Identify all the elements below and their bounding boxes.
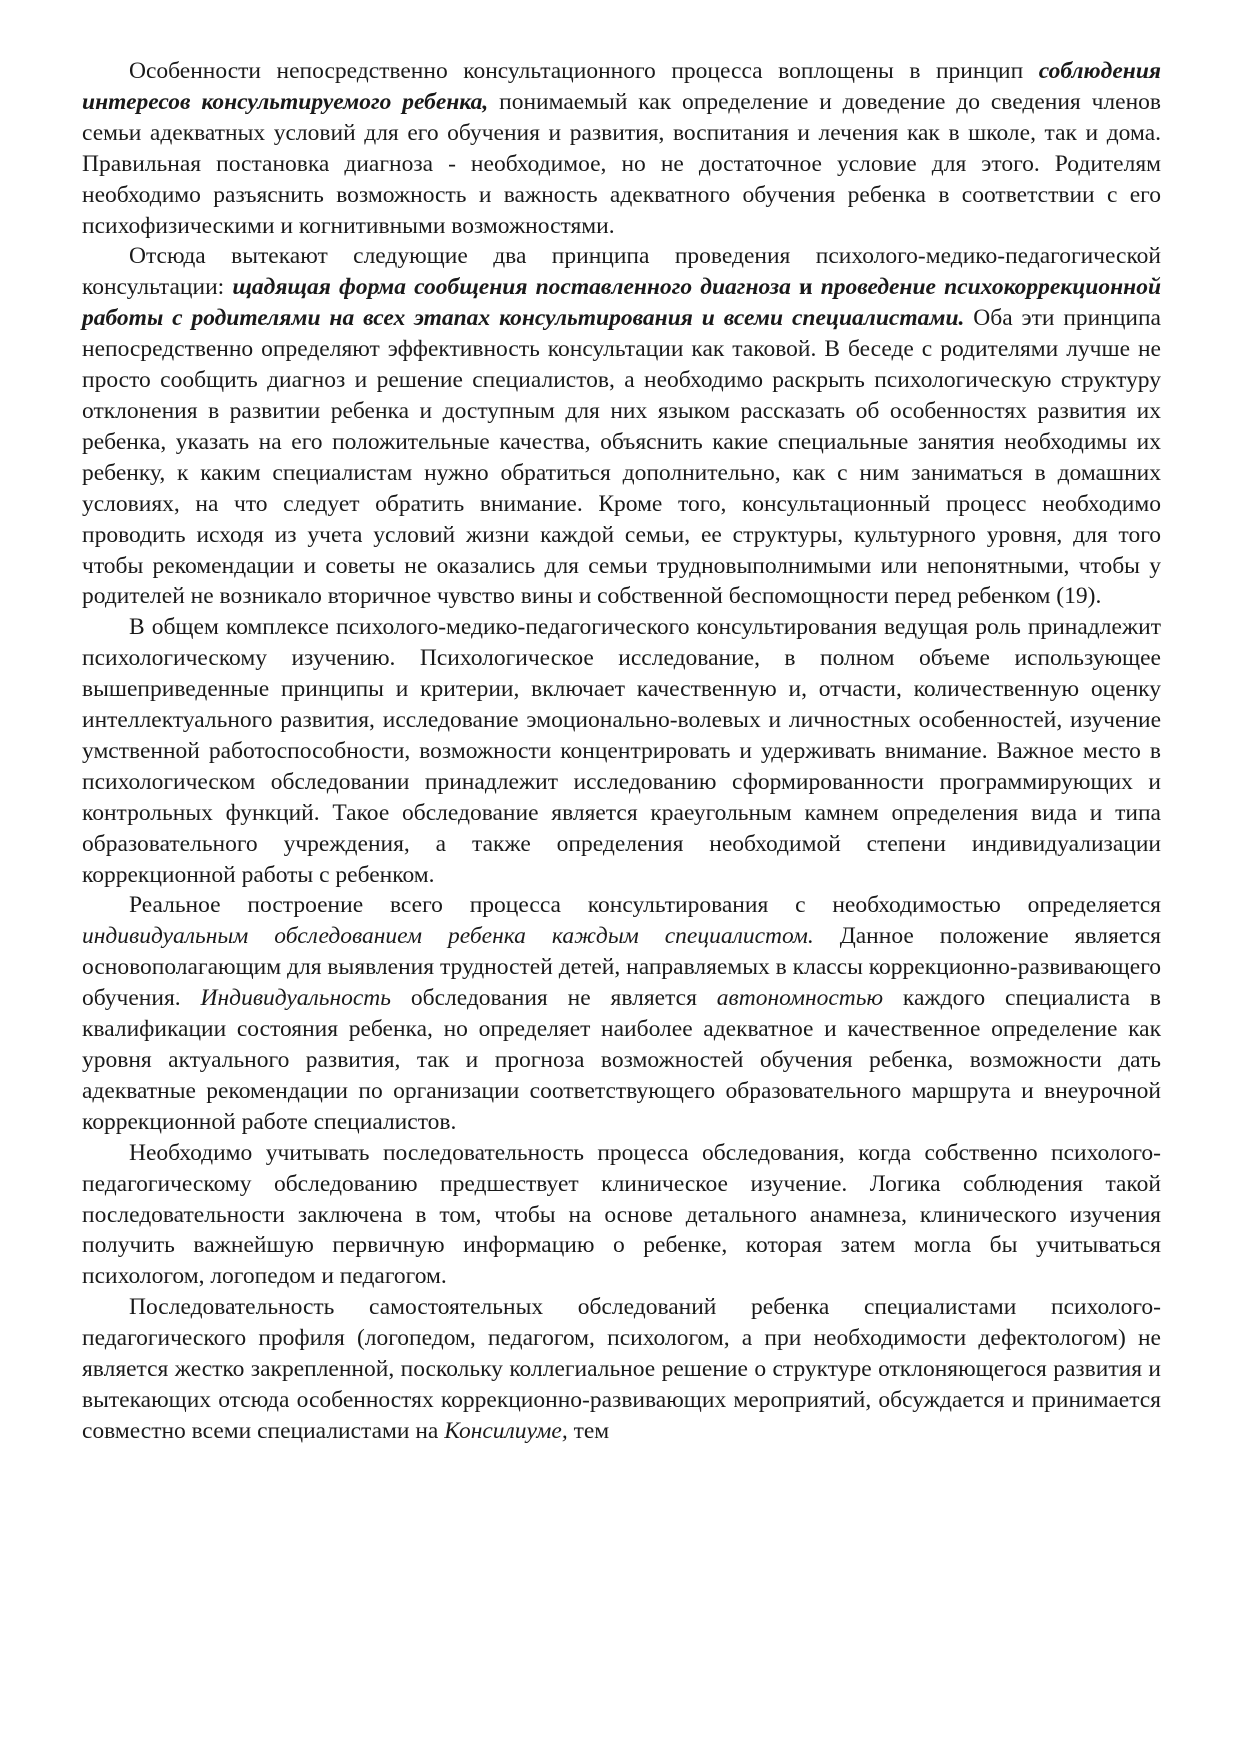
paragraph-4-text-e: обследования не является <box>390 985 717 1012</box>
paragraph-2-conjunction: и <box>790 274 821 301</box>
paragraph-4-text-g: каждого специалиста в квалификации состояния ребенка, но определяет наиболее адекватное и качественное определение как уровня актуального развития, так и прогноза возможностей обучения ребенка, возможности дать адекватные рекомендации по организации соответствующего образовательного маршрута и внеурочной коррекционной работе специалистов. <box>82 985 1161 1135</box>
paragraph-6-emphasis: Консилиуме, <box>444 1417 568 1444</box>
paragraph-1-emphasis: соблюдения интересов консультируемого ребенка, <box>82 58 1161 115</box>
paragraph-2-text-a: Отсюда вытекают следующие два принципа проведения психолого-медико-педагогической консультации: <box>82 243 1161 301</box>
paragraph-1-text-c: понимаемый как определение и доведение до сведения членов семьи адекватных условий для его обучения и развития, воспитания и лечения как в школе, так и дома. Правильная постановка диагноза - необходимое, но не достаточное условие для этого. Родителям необходимо разъяснить возможность и важность адекватного обучения ребенка в соответствии с его психофизическими и когнитивными возможностями. <box>82 88 1161 239</box>
paragraph-4-emphasis-2: Индивидуальность <box>200 985 391 1012</box>
paragraph-2-text-e: Оба эти принципа непосредственно определяют эффективность консультации как таковой. В беседе с родителями лучше не просто сообщить диагноз и решение специалистов, а необходимо раскрыть психологическую структуру отклонения в развитии ребенка и доступным для них языком рассказать об особенностях развития их ребенка, указать на его положительные качества, объяснить какие специальные занятия необходимы их ребенку, к каким специалистам нужно обратиться дополнительно, как с ним заниматься в домашних условиях, на что следует обратить внимание. Кроме того, консультационный процесс необходимо проводить исходя из учета условий жизни каждой семьи, ее структуры, культурного уровня, для того чтобы рекомендации и советы не оказались для семьи трудновыполнимыми или непонятными, чтобы у родителей не возникало вторичное чувство вины и собственной беспомощности перед ребенком (19). <box>82 305 1161 610</box>
paragraph-5-text: Необходимо учитывать последовательность процесса обследования, когда собственно психолого-педагогическому обследованию предшествует клиническое изучение. Логика соблюдения такой последовательности заключена в том, чтобы на основе детального анамнеза, клинического изучения получить важнейшую первичную информацию о ребенке, которая затем могла бы учитываться психологом, логопедом и педагогом. <box>82 1139 1161 1290</box>
paragraph-2-emphasis-1: щадящая форма сообщения поставленного диагноза <box>232 274 791 301</box>
paragraph-4-emphasis-3: автономностью <box>716 985 884 1012</box>
paragraph-6-text-c: тем <box>567 1417 610 1444</box>
paragraph-6 <box>82 1292 1161 1447</box>
paragraph-4 <box>82 890 1161 1137</box>
document-body <box>82 56 1161 1447</box>
paragraph-2 <box>82 241 1161 612</box>
paragraph-6-text-a: Последовательность самостоятельных обследований ребенка специалистами психолого-педагогического профиля (логопедом, педагогом, психологом, а при необходимости дефектологом) не является жестко закрепленной, поскольку коллегиальное решение о структуре отклоняющегося развития и вытекающих отсюда особенностях коррекционно-развивающих мероприятий, обсуждается и принимается совместно всеми специалистами на <box>82 1294 1161 1444</box>
paragraph-3-text: В общем комплексе психолого-медико-педагогического консультирования ведущая роль принадлежит психологическому изучению. Психологическое исследование, в полном объеме использующее вышеприведенные принципы и критерии, включает качественную и, отчасти, количественную оценку интеллектуального развития, исследование эмоционально-волевых и личностных особенностей, изучение умственной работоспособности, возможности концентрировать и удерживать внимание. Важное место в психологическом обследовании принадлежит исследованию сформированности программирующих и контрольных функций. Такое обследование является краеугольным камнем определения вида и типа образовательного учреждения, а также определения необходимой степени индивидуализации коррекционной работы с ребенком. <box>82 614 1161 888</box>
paragraph-3 <box>82 612 1161 890</box>
paragraph-1-text-a: Особенности непосредственно консультационного процесса воплощены в принцип <box>129 58 1039 84</box>
paragraph-1 <box>82 56 1161 241</box>
paragraph-4-emphasis-1: индивидуальным обследованием ребенка каждым специалистом. <box>82 923 814 950</box>
paragraph-4-text-c: Данное положение является основополагающим для выявления трудностей детей, направляемых в классы коррекционно-развивающего обучения. <box>82 923 1161 1012</box>
paragraph-5 <box>82 1138 1161 1293</box>
paragraph-4-text-a: Реальное построение всего процесса консультирования с необходимостью определяется <box>129 892 1161 919</box>
paragraph-2-emphasis-2: проведение психокоррекционной работы с родителями на всех этапах консультирования и всеми специалистами. <box>82 274 1162 332</box>
